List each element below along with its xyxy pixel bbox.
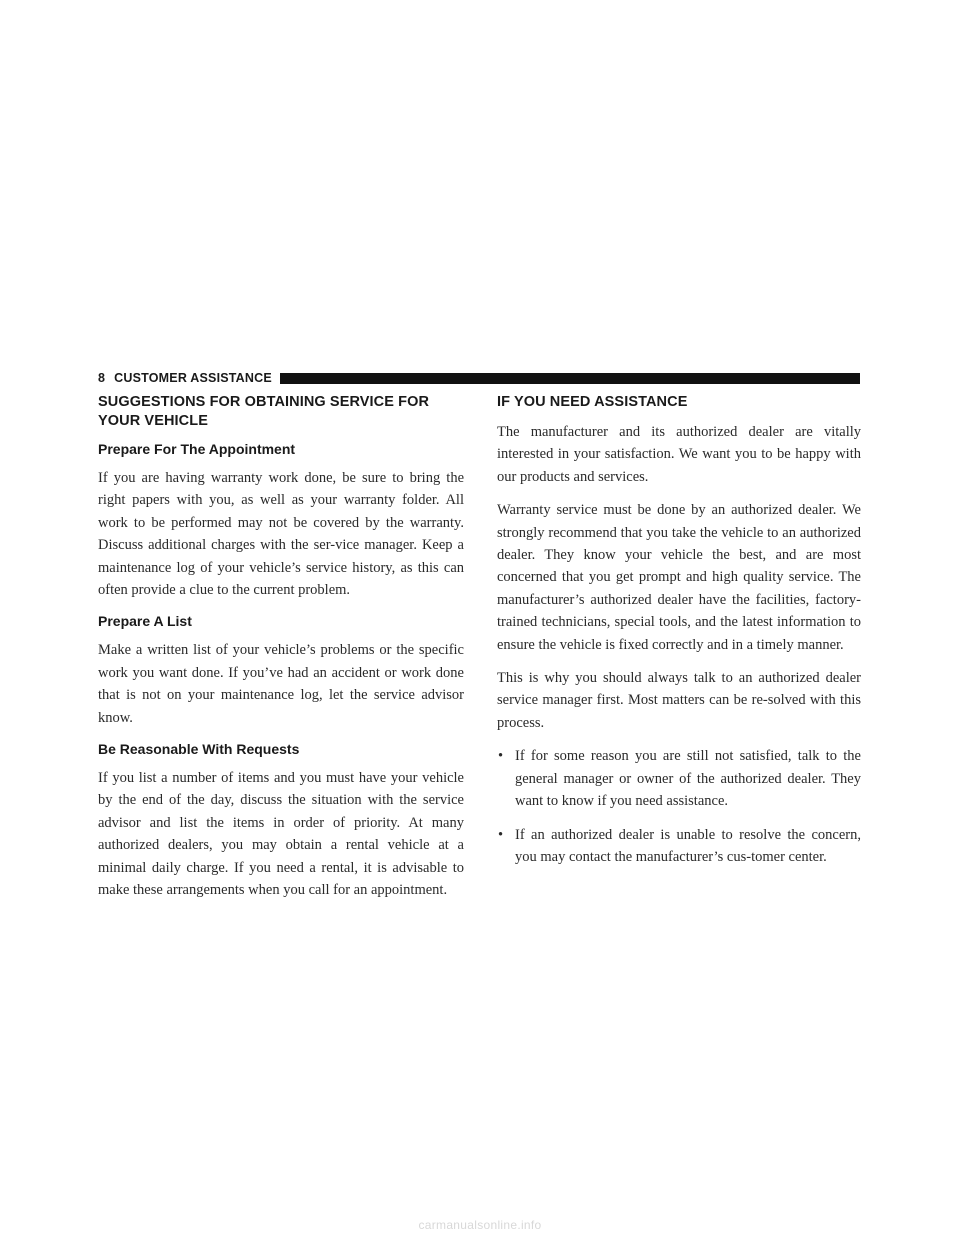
bullet-icon: • [498,826,504,843]
header-rule [280,373,860,384]
list-item [497,745,861,812]
assistance-bullet-list [497,745,861,868]
left-column [98,393,464,913]
reasonable-requests-heading: Be Reasonable With Requests [98,741,300,758]
page-header [98,370,860,386]
reasonable-requests-text: If you list a number of items and you must have your vehicle by the end of the day, discuss the situation with the service advisor and list the items in order of priority. At many authorized dealers, you may obtain a rental vehicle at a minimal daily charge. If you need a rental, it is advisable to make these arrangements when you call for an appointment. [98,770,464,899]
list-item-text: If an authorized dealer is unable to resolve the concern, you may contact the manufacturer’s cus-tomer center. [515,826,861,865]
prepare-appointment-heading: Prepare For The Appointment [98,441,296,457]
suggestions-heading: SUGGESTIONS FOR OBTAINING SERVICE FOR YOUR VEHICLE [98,394,430,429]
prepare-list-heading: Prepare A List [98,613,192,630]
footer-watermark: carmanualsonline.info [418,1218,542,1232]
assistance-paragraph: The manufacturer and its authorized dealer are vitally interested in your satisfaction. We want you to be happy with our products and services. [497,424,861,485]
right-column [497,393,861,879]
list-item-text: If for some reason you are still not satisfied, talk to the general manager or owner of the authorized dealer. They want to know if you need assistance. [515,748,861,810]
assistance-paragraph: This is why you should always talk to an authorized dealer service manager first. Most matters can be re-solved with this process. [497,670,861,731]
assistance-heading: IF YOU NEED ASSISTANCE [497,394,688,410]
list-item [497,824,861,869]
assistance-paragraph: Warranty service must be done by an authorized dealer. We strongly recommend that you take the vehicle to an authorized dealer. They know your vehicle the best, and are most concerned that you get prompt and high quality service. The manufacturer’s authorized dealer have the facilities, factory-trained technicians, special tools, and the latest information to ensure the vehicle is fixed correctly and in a timely manner. [497,502,861,653]
section-title: CUSTOMER ASSISTANCE [114,371,272,385]
bullet-icon: • [498,748,504,765]
prepare-appointment-text: If you are having warranty work done, be sure to bring the right papers with you, as well as your warranty folder. All work to be performed may not be covered by the warranty. Discuss additional charges with the ser-vice manager. Keep a maintenance log of your vehicle’s service history, as this can often provide a clue to the current problem. [98,470,464,599]
prepare-list-text: Make a written list of your vehicle’s problems or the specific work you want done. If you’ve had an accident or work done that is not on your maintenance log, let the service advisor know. [98,642,464,726]
page-number: 8 [98,371,106,385]
